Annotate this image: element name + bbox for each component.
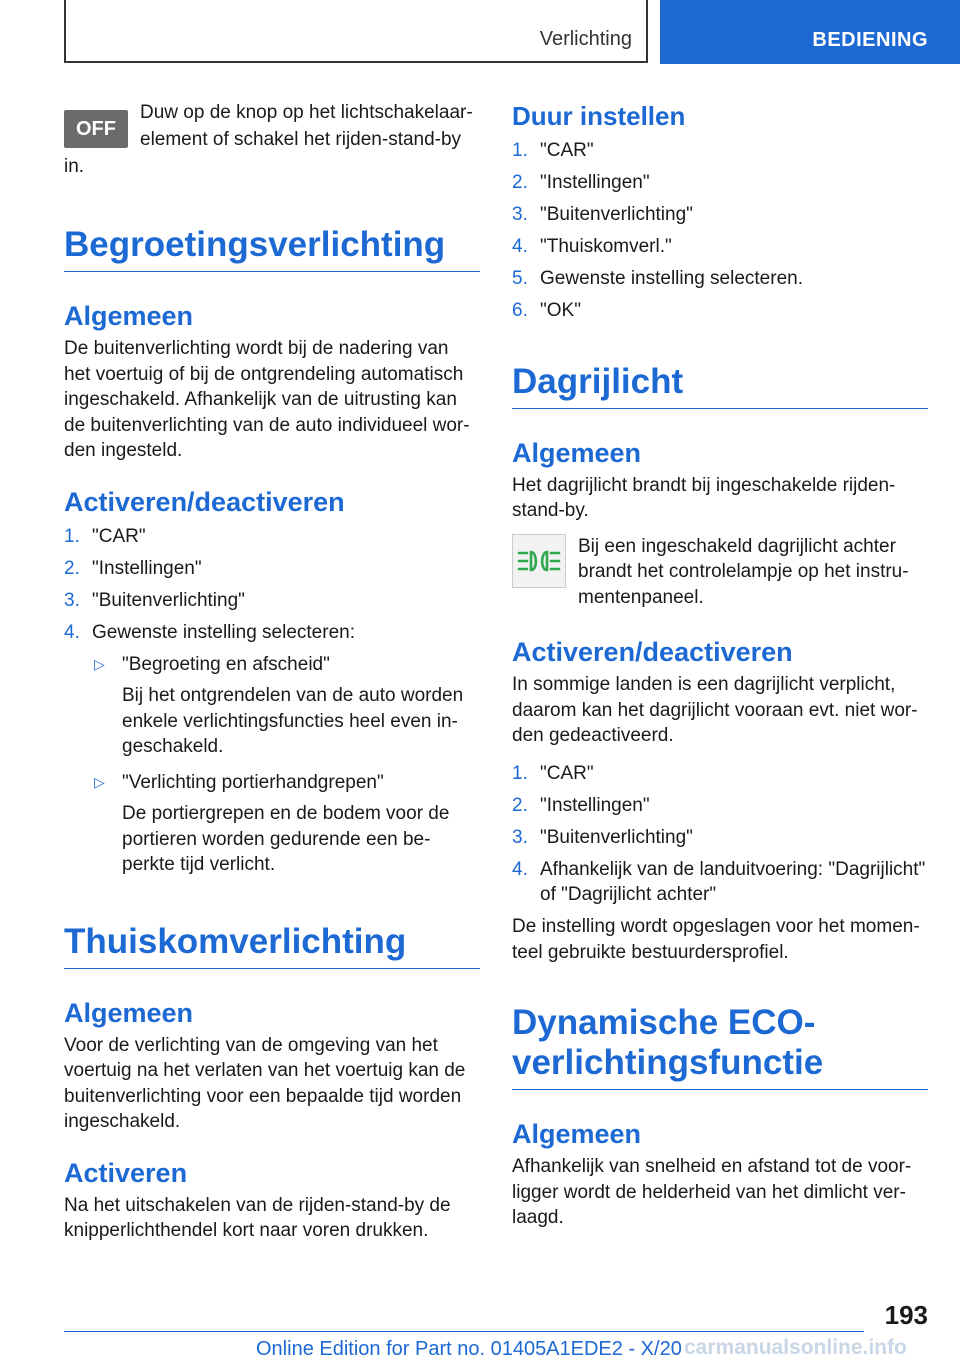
list-item: 2. "Instellingen" bbox=[64, 557, 202, 579]
option-item: ▷ "Verlichting portierhandgrepen" bbox=[64, 770, 480, 796]
option-description: De portiergrepen en de bodem voor de portieren worden gedurende een be-perkte tijd verlicht. bbox=[122, 803, 450, 875]
options-list bbox=[64, 652, 480, 878]
subsection-title-activeren: Activeren/deactiveren bbox=[512, 637, 793, 667]
paragraph-dagrijlicht-activeren: In sommige landen is een dagrijlicht verplicht, daarom kan het dagrijlicht vooraan evt. niet wor-den gedeactiveerd. bbox=[512, 674, 918, 746]
list-item: 6. "OK" bbox=[512, 300, 581, 321]
paragraph-dagrijlicht-algemeen: Het dagrijlicht brandt bij ingeschakelde rijden-stand-by. bbox=[512, 474, 896, 521]
intro-line2: element of schakel het rijden-stand-by bbox=[140, 129, 462, 150]
subsection-title-activeren: Activeren bbox=[64, 1157, 188, 1188]
drl-indicator-block bbox=[512, 534, 928, 611]
steps-list-dagrijlicht bbox=[512, 761, 928, 908]
intro-line1: Duw op de knop op het lichtschakelaar- bbox=[140, 102, 473, 123]
steps-list-duur bbox=[512, 138, 928, 324]
triangle-bullet-icon: ▷ bbox=[94, 773, 105, 790]
option-item: ▷ "Begroeting en afscheid" bbox=[64, 652, 480, 678]
list-item: 1. "CAR" bbox=[64, 525, 146, 547]
right-column bbox=[512, 100, 928, 1231]
off-intro bbox=[64, 100, 480, 175]
list-item: 3. "Buitenverlichting" bbox=[512, 826, 693, 848]
edition-text: Online Edition for Part no. 01405A1EDE2 - X/20 bbox=[256, 1338, 682, 1360]
paragraph-thuiskom-activeren: Na het uitschakelen van de rijden-stand-by de knipperlichthendel kort naar voren drukken. bbox=[64, 1194, 451, 1241]
subsection-title-algemeen: Algemeen bbox=[512, 1119, 642, 1149]
section-title-eco-line2: verlichtingsfunctie bbox=[512, 1043, 824, 1082]
paragraph-dagrijlicht-note: De instelling wordt opgeslagen voor het momen-teel gebruikte bestuurdersprofiel. bbox=[512, 916, 920, 963]
section-title-thuiskom: Thuiskomverlichting bbox=[64, 922, 480, 969]
paragraph-eco-algemeen: Afhankelijk van snelheid en afstand tot de voor-ligger wordt de helderheid van het dimlicht ver-laagd. bbox=[512, 1156, 912, 1228]
list-item: 5. Gewenste instelling selecteren. bbox=[512, 268, 803, 289]
header-section-box bbox=[64, 0, 648, 63]
option-description: Bij het ontgrendelen van de auto worden enkele verlichtingsfuncties heel even in-geschakeld. bbox=[122, 685, 464, 757]
list-item: 1. "CAR" bbox=[512, 762, 594, 784]
paragraph-begroeting-algemeen: De buitenverlichting wordt bij de nadering van het voertuig of bij de ontgrendeling automatisch ingeschakeld. Afhankelijk van de uitrusting kan de buitenverlichting van de auto individueel wor-den ingesteld. bbox=[64, 338, 470, 461]
list-item: 4. "Thuiskomverl." bbox=[512, 236, 672, 257]
header-section-title: Verlichting bbox=[539, 28, 632, 50]
subsection-title-algemeen: Algemeen bbox=[512, 437, 642, 468]
list-item: 4. Gewenste instelling selecteren: bbox=[64, 621, 355, 643]
off-button-icon: OFF bbox=[64, 110, 128, 148]
list-item: 2. "Instellingen" bbox=[512, 794, 650, 816]
section-title-dagrijlicht: Dagrijlicht bbox=[512, 362, 928, 409]
paragraph-thuiskom-algemeen: Voor de verlichting van de omgeving van het voertuig na het verlaten van het voertuig kan de buitenverlichting voor een bepaalde tijd worden ingeschakeld. bbox=[64, 1034, 466, 1132]
daytime-running-light-icon bbox=[512, 534, 566, 588]
section-title-eco bbox=[512, 1003, 928, 1090]
watermark: carmanualsonline.info bbox=[684, 1336, 907, 1359]
paragraph-drl-indicator: Bij een ingeschakeld dagrijlicht achter brandt het controlelampje op het instru-mentenpaneel. bbox=[578, 535, 909, 608]
section-title-eco-line1: Dynamische ECO- bbox=[512, 1003, 816, 1042]
header-chapter-title: BEDIENING bbox=[812, 29, 928, 51]
list-item: 4. Afhankelijk van de landuitvoering: "Dagrijlicht" of "Dagrijlicht achter" bbox=[512, 858, 926, 905]
subsection-title-duur: Duur instellen bbox=[512, 101, 686, 131]
section-title-begroeting: Begroetingsverlichting bbox=[64, 225, 480, 272]
header-chapter-box bbox=[660, 0, 960, 64]
left-column bbox=[64, 100, 480, 1244]
footer-divider bbox=[64, 1331, 864, 1332]
page-number: 193 bbox=[884, 1300, 928, 1330]
steps-list-begroeting bbox=[64, 524, 480, 646]
subsection-title-algemeen: Algemeen bbox=[64, 301, 194, 331]
triangle-bullet-icon: ▷ bbox=[94, 655, 105, 672]
list-item: 1. "CAR" bbox=[512, 140, 594, 161]
list-item: 3. "Buitenverlichting" bbox=[512, 204, 693, 225]
list-item: 3. "Buitenverlichting" bbox=[64, 589, 245, 611]
intro-line3: in. bbox=[64, 156, 85, 177]
subsection-title-algemeen: Algemeen bbox=[64, 997, 194, 1028]
list-item: 2. "Instellingen" bbox=[512, 172, 650, 193]
subsection-title-activeren: Activeren/deactiveren bbox=[64, 486, 345, 517]
